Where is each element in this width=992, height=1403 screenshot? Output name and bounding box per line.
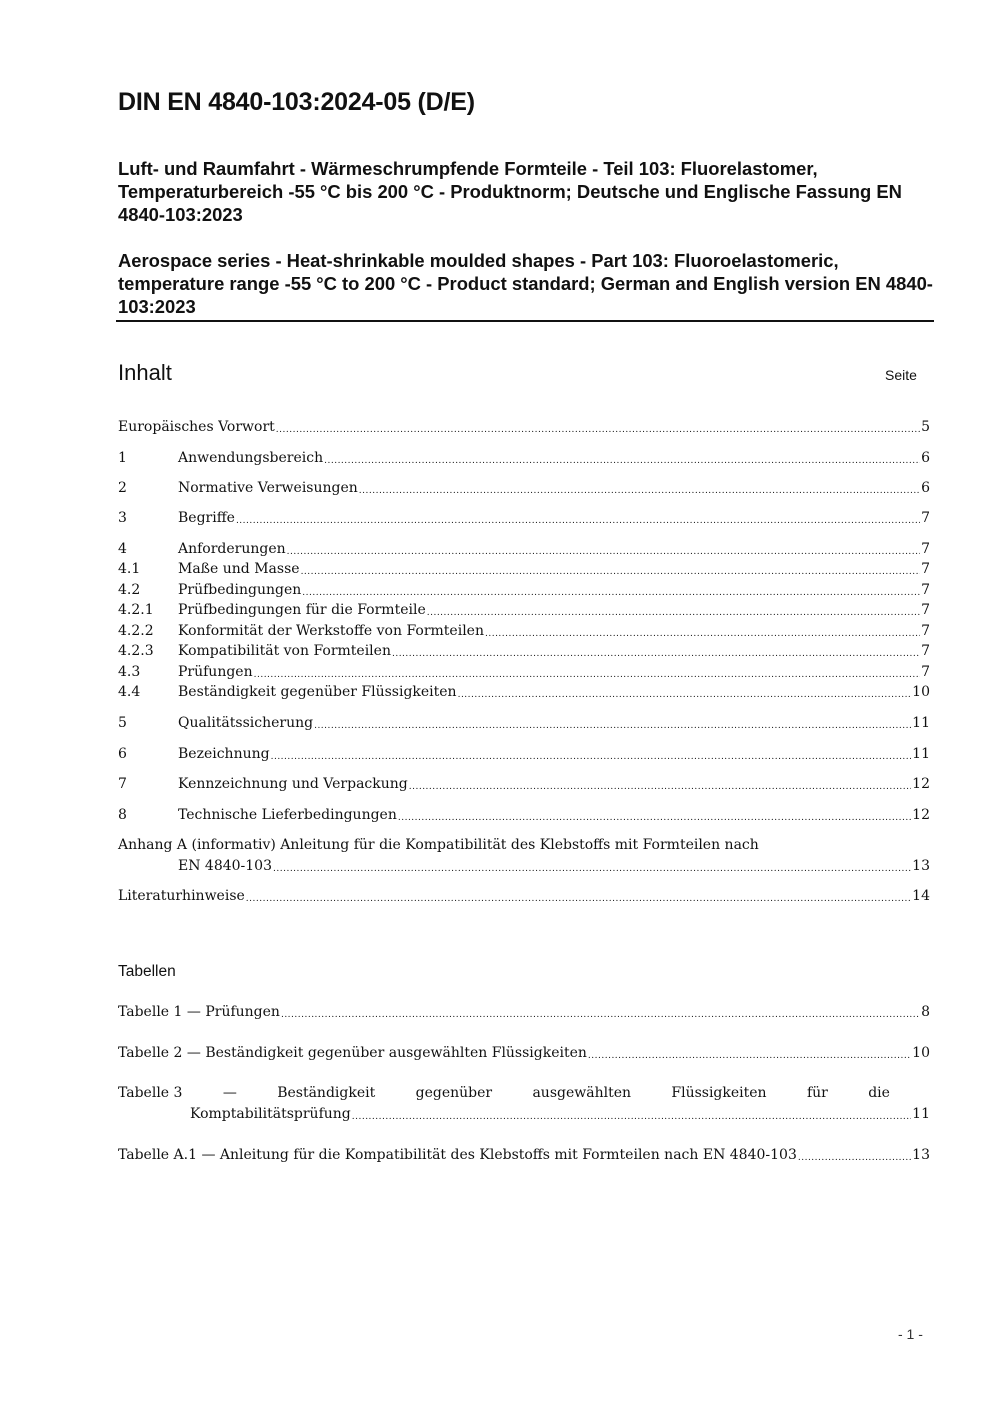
table-list-entry-3[interactable]	[190, 1104, 930, 1124]
toc-leader-dots	[392, 647, 920, 661]
toc-entry-number: 4.2.2	[118, 623, 154, 639]
toc-leader-dots	[271, 750, 912, 764]
table3-word: Flüssigkeiten	[671, 1085, 767, 1101]
toc-leader-dots	[273, 862, 911, 876]
toc-leader-dots	[281, 1008, 920, 1022]
toc-entry-title: Begriffe	[178, 510, 235, 526]
toc-entry-2[interactable]	[118, 478, 930, 498]
toc-entry-number: 2	[118, 480, 127, 496]
toc-heading: Inhalt	[118, 360, 172, 385]
toc-entry-number: 4.1	[118, 561, 141, 577]
toc-leader-dots	[359, 484, 920, 498]
toc-leader-dots	[398, 811, 911, 825]
toc-entry-page: 12	[912, 776, 930, 792]
toc-entry-number: 4.2.1	[118, 602, 154, 618]
table3-word: gegenüber	[415, 1085, 493, 1101]
toc-entry-page: 7	[921, 510, 930, 526]
toc-entry-4-2-3[interactable]	[118, 641, 930, 661]
toc-leader-dots	[276, 423, 920, 437]
toc-entry-title: Kompatibilität von Formteilen	[178, 643, 391, 659]
toc-entry-page: 5	[921, 419, 930, 435]
toc-entry-number: 4.3	[118, 664, 141, 680]
toc-entry-title: EN 4840-103	[178, 858, 273, 874]
toc-leader-dots	[798, 1151, 911, 1165]
toc-entry-title: Prüfbedingungen	[178, 582, 302, 598]
toc-entry-title: Maße und Masse	[178, 561, 300, 577]
toc-entry-title: Tabelle A.1 — Anleitung für die Kompatibilität des Klebstoffs mit Formteilen nach EN 4840-103	[118, 1147, 797, 1163]
toc-entry-page: 7	[921, 602, 930, 618]
toc-entry-1[interactable]	[118, 448, 930, 468]
tables-heading: Tabellen	[118, 963, 176, 980]
toc-entry-title: Technische Lieferbedingungen	[178, 807, 397, 823]
toc-entry-title: Prüfungen	[178, 664, 253, 680]
table3-word: ausgewählten	[532, 1085, 631, 1101]
toc-entry-page: 11	[912, 715, 930, 731]
table3-word: Beständigkeit	[277, 1085, 376, 1101]
toc-entry-page: 7	[921, 561, 930, 577]
toc-entry-5[interactable]	[118, 713, 930, 733]
toc-entry-4-2[interactable]	[118, 580, 930, 600]
subtitle-german: Luft- und Raumfahrt - Wärmeschrumpfende Formteile - Teil 103: Fluorelastomer, Temperaturbereich -55 °C bis 200 °C - Produktnorm; Deutsche und Englische Fassung EN 4840-103:2023	[118, 158, 902, 225]
toc-entry-page: 12	[912, 807, 930, 823]
toc-entry-number: 1	[118, 450, 127, 466]
toc-entry-number: 3	[118, 510, 127, 526]
toc-entry-number: 5	[118, 715, 127, 731]
toc-entry-page: 13	[912, 858, 930, 874]
toc-leader-dots	[314, 719, 911, 733]
toc-leader-dots	[254, 668, 920, 682]
toc-leader-dots	[287, 545, 920, 559]
toc-entry-page: 11	[912, 1106, 930, 1122]
toc-leader-dots	[409, 780, 911, 794]
toc-leader-dots	[427, 606, 920, 620]
toc-entry-title: Qualitätssicherung	[178, 715, 314, 731]
toc-entry-3[interactable]	[118, 508, 930, 528]
toc-entry-number: 4.2.3	[118, 643, 154, 659]
table-list-entry-2[interactable]	[118, 1043, 930, 1063]
toc-entry-page: 7	[921, 582, 930, 598]
toc-entry-page: 7	[921, 541, 930, 557]
toc-leader-dots	[236, 514, 920, 528]
table-list-entry-a1[interactable]	[118, 1145, 930, 1165]
toc-entry-title: Anwendungsbereich	[178, 450, 324, 466]
toc-entry-title: Konformität der Werkstoffe von Formteilen	[178, 623, 484, 639]
table3-word: Tabelle 3	[118, 1085, 183, 1101]
toc-entry-number: 7	[118, 776, 127, 792]
toc-leader-dots	[324, 454, 920, 468]
toc-bibliography[interactable]	[118, 886, 930, 906]
toc-entry-number: 8	[118, 807, 127, 823]
toc-leader-dots	[458, 688, 912, 702]
toc-annex-a[interactable]	[178, 856, 930, 876]
toc-entry-number: 6	[118, 746, 127, 762]
toc-entry-foreword[interactable]	[118, 417, 930, 437]
toc-entry-page: 7	[921, 643, 930, 659]
toc-entry-title: Kennzeichnung und Verpackung	[178, 776, 408, 792]
toc-entry-title: Normative Verweisungen	[178, 480, 358, 496]
toc-entry-page: 8	[921, 1004, 930, 1020]
toc-entry-8[interactable]	[118, 805, 930, 825]
toc-entry-page: 7	[921, 623, 930, 639]
toc-entry-title: Tabelle 1 — Prüfungen	[118, 1004, 280, 1020]
toc-entry-page: 10	[912, 684, 930, 700]
toc-entry-title: Prüfbedingungen für die Formteile	[178, 602, 426, 618]
title-divider	[116, 320, 934, 322]
table3-word: die	[868, 1085, 890, 1101]
page-column-label: Seite	[885, 367, 917, 383]
table3-word: für	[806, 1085, 828, 1101]
toc-entry-title: Europäisches Vorwort	[118, 419, 275, 435]
table3-word: —	[222, 1085, 237, 1101]
toc-entry-4-4[interactable]	[118, 682, 930, 702]
toc-leader-dots	[302, 586, 920, 600]
toc-entry-4[interactable]	[118, 539, 930, 559]
toc-entry-page: 10	[912, 1045, 930, 1061]
toc-entry-title: Bezeichnung	[178, 746, 270, 762]
toc-entry-6[interactable]	[118, 744, 930, 764]
toc-entry-4-1[interactable]	[118, 559, 930, 579]
toc-entry-title: Anforderungen	[178, 541, 286, 557]
toc-leader-dots	[352, 1110, 911, 1124]
toc-entry-page: 11	[912, 746, 930, 762]
document-title: DIN EN 4840-103:2024-05 (D/E)	[118, 88, 475, 116]
toc-entry-title: Tabelle 2 — Beständigkeit gegenüber ausgewählten Flüssigkeiten	[118, 1045, 587, 1061]
toc-entry-page: 14	[912, 888, 930, 904]
toc-entry-page: 7	[921, 664, 930, 680]
toc-entry-number: 4	[118, 541, 127, 557]
table-list-entry-1[interactable]	[118, 1002, 930, 1022]
page-number: - 1 -	[898, 1326, 923, 1342]
toc-entry-title: Literaturhinweise	[118, 888, 245, 904]
toc-entry-number: 4.2	[118, 582, 141, 598]
toc-leader-dots	[301, 565, 921, 579]
toc-leader-dots	[485, 627, 920, 641]
toc-entry-title: Komptabilitätsprüfung	[190, 1106, 351, 1122]
toc-entry-number: 4.4	[118, 684, 141, 700]
toc-annex-a-heading[interactable]: Anhang A (informativ) Anleitung für die Kompatibilität des Klebstoffs mit Formteilen nach	[118, 837, 759, 853]
toc-entry-title: Beständigkeit gegenüber Flüssigkeiten	[178, 684, 457, 700]
toc-entry-4-2-1[interactable]	[118, 600, 930, 620]
toc-leader-dots	[246, 892, 911, 906]
table-list-entry-3-heading[interactable]	[118, 1083, 890, 1103]
toc-entry-7[interactable]	[118, 774, 930, 794]
toc-entry-4-3[interactable]	[118, 662, 930, 682]
toc-entry-page: 6	[921, 450, 930, 466]
subtitle-english: Aerospace series - Heat-shrinkable moulded shapes - Part 103: Fluoroelastomeric, temperature range -55 °C to 200 °C - Product standard; German and English version EN 4840-103:2023	[118, 250, 933, 317]
toc-entry-page: 13	[912, 1147, 930, 1163]
toc-entry-4-2-2[interactable]	[118, 621, 930, 641]
toc-leader-dots	[588, 1049, 911, 1063]
toc-entry-page: 6	[921, 480, 930, 496]
